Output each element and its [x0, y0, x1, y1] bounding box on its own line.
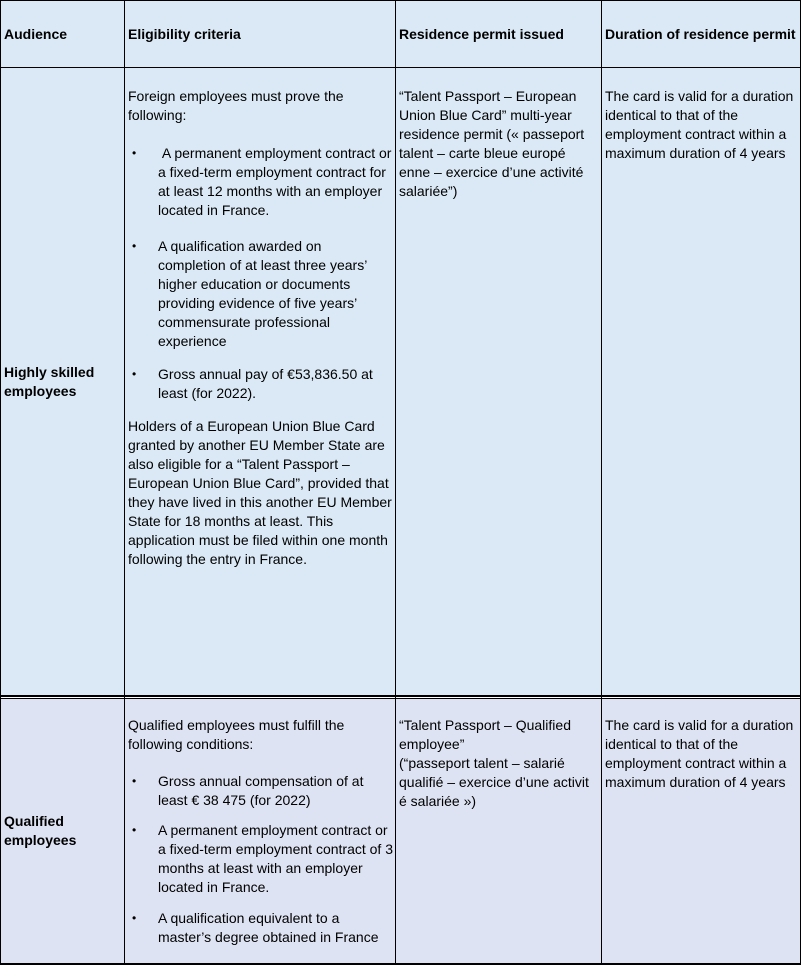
border-row1-bottom	[0, 695, 801, 697]
row2-intro: Qualified employees must fulfill the following conditions:	[128, 717, 345, 752]
row1-duration-cell	[602, 68, 800, 695]
row2-audience: Qualified employees	[4, 813, 77, 848]
row1-audience: Highly skilled employees	[4, 363, 95, 399]
row1-bullet-list	[128, 144, 393, 403]
border-col1	[124, 0, 125, 965]
row2-bullet-2: A permanent employment contract or a fixed-term employment contract of 3 months at least with an employer located in France.	[158, 822, 393, 895]
header-permit-label: Residence permit issued	[399, 25, 564, 42]
row2-permit-cell	[396, 699, 601, 963]
row1-audience-cell	[1, 68, 124, 695]
row1-bullet-3: Gross annual pay of €53,836.50 at least (for 2022).	[158, 366, 373, 401]
border-col3	[601, 0, 602, 965]
border-top	[0, 0, 801, 1]
list-item	[128, 772, 393, 810]
row2-permit-line1: “Talent Passport – Qualified employee”	[399, 717, 571, 752]
row2-bullet-3: A qualification equivalent to a master’s degree obtained in France	[158, 910, 379, 945]
row2-permit-line2: (“passeport talent – salarié qualifié – exercice d’une activit é salariée »)	[399, 755, 589, 809]
row1-bullet-1: A permanent employment contract or a fixed-term employment contract for at least 12 months with an employer located in France.	[158, 145, 395, 218]
bullet-icon: •	[132, 239, 137, 253]
bullet-icon: •	[132, 911, 137, 925]
list-item	[128, 821, 393, 897]
row2-bullet-list	[128, 772, 393, 947]
header-duration	[602, 1, 800, 67]
header-audience-label: Audience	[4, 25, 68, 42]
border-left	[0, 0, 1, 965]
row2-audience-cell	[1, 699, 124, 963]
header-duration-label: Duration of residence permit	[605, 25, 796, 42]
row2-duration: The card is valid for a duration identical to that of the employment contract within a maximum duration of 4 years	[605, 717, 794, 790]
header-permit	[396, 1, 601, 67]
header-eligibility-label: Eligibility criteria	[128, 25, 241, 42]
border-header-bottom	[0, 67, 801, 68]
row1-duration: The card is valid for a duration identical to that of the employment contract within a maximum duration of 4 years	[605, 88, 794, 161]
bullet-icon: •	[132, 146, 137, 160]
header-audience	[1, 1, 124, 67]
border-row2-top	[0, 698, 801, 699]
list-item	[128, 365, 393, 403]
bullet-icon: •	[132, 367, 137, 381]
row2-duration-cell	[602, 699, 800, 963]
row1-permit-cell	[396, 68, 601, 695]
row1-eligibility-cell	[125, 68, 395, 695]
row2-eligibility-cell	[125, 699, 395, 963]
border-col2	[395, 0, 396, 965]
row2-bullet-1: Gross annual compensation of at least € 38 475 (for 2022)	[158, 773, 364, 808]
bullet-icon: •	[132, 774, 137, 788]
list-item	[128, 237, 393, 351]
row1-intro: Foreign employees must prove the following:	[128, 88, 344, 123]
row1-permit: “Talent Passport – European Union Blue Card” multi-year residence permit (« passeport talent – carte bleue europé enne – exercice d’une activité salariée”)	[399, 88, 585, 199]
row1-note: Holders of a European Union Blue Card granted by another EU Member State are also eligible for a “Talent Passport – European Union Blue Card”, provided that they have lived in this another EU Member State for 18 months at least. This application must be filed within one month following the entry in France.	[128, 418, 392, 567]
bullet-icon: •	[132, 823, 137, 837]
list-item	[128, 909, 393, 947]
row1-bullet-2: A qualification awarded on completion of at least three years’ higher education or documents providing evidence of five years’ commensurate professional experience	[158, 238, 367, 349]
header-eligibility	[125, 1, 395, 67]
list-item	[128, 144, 393, 220]
